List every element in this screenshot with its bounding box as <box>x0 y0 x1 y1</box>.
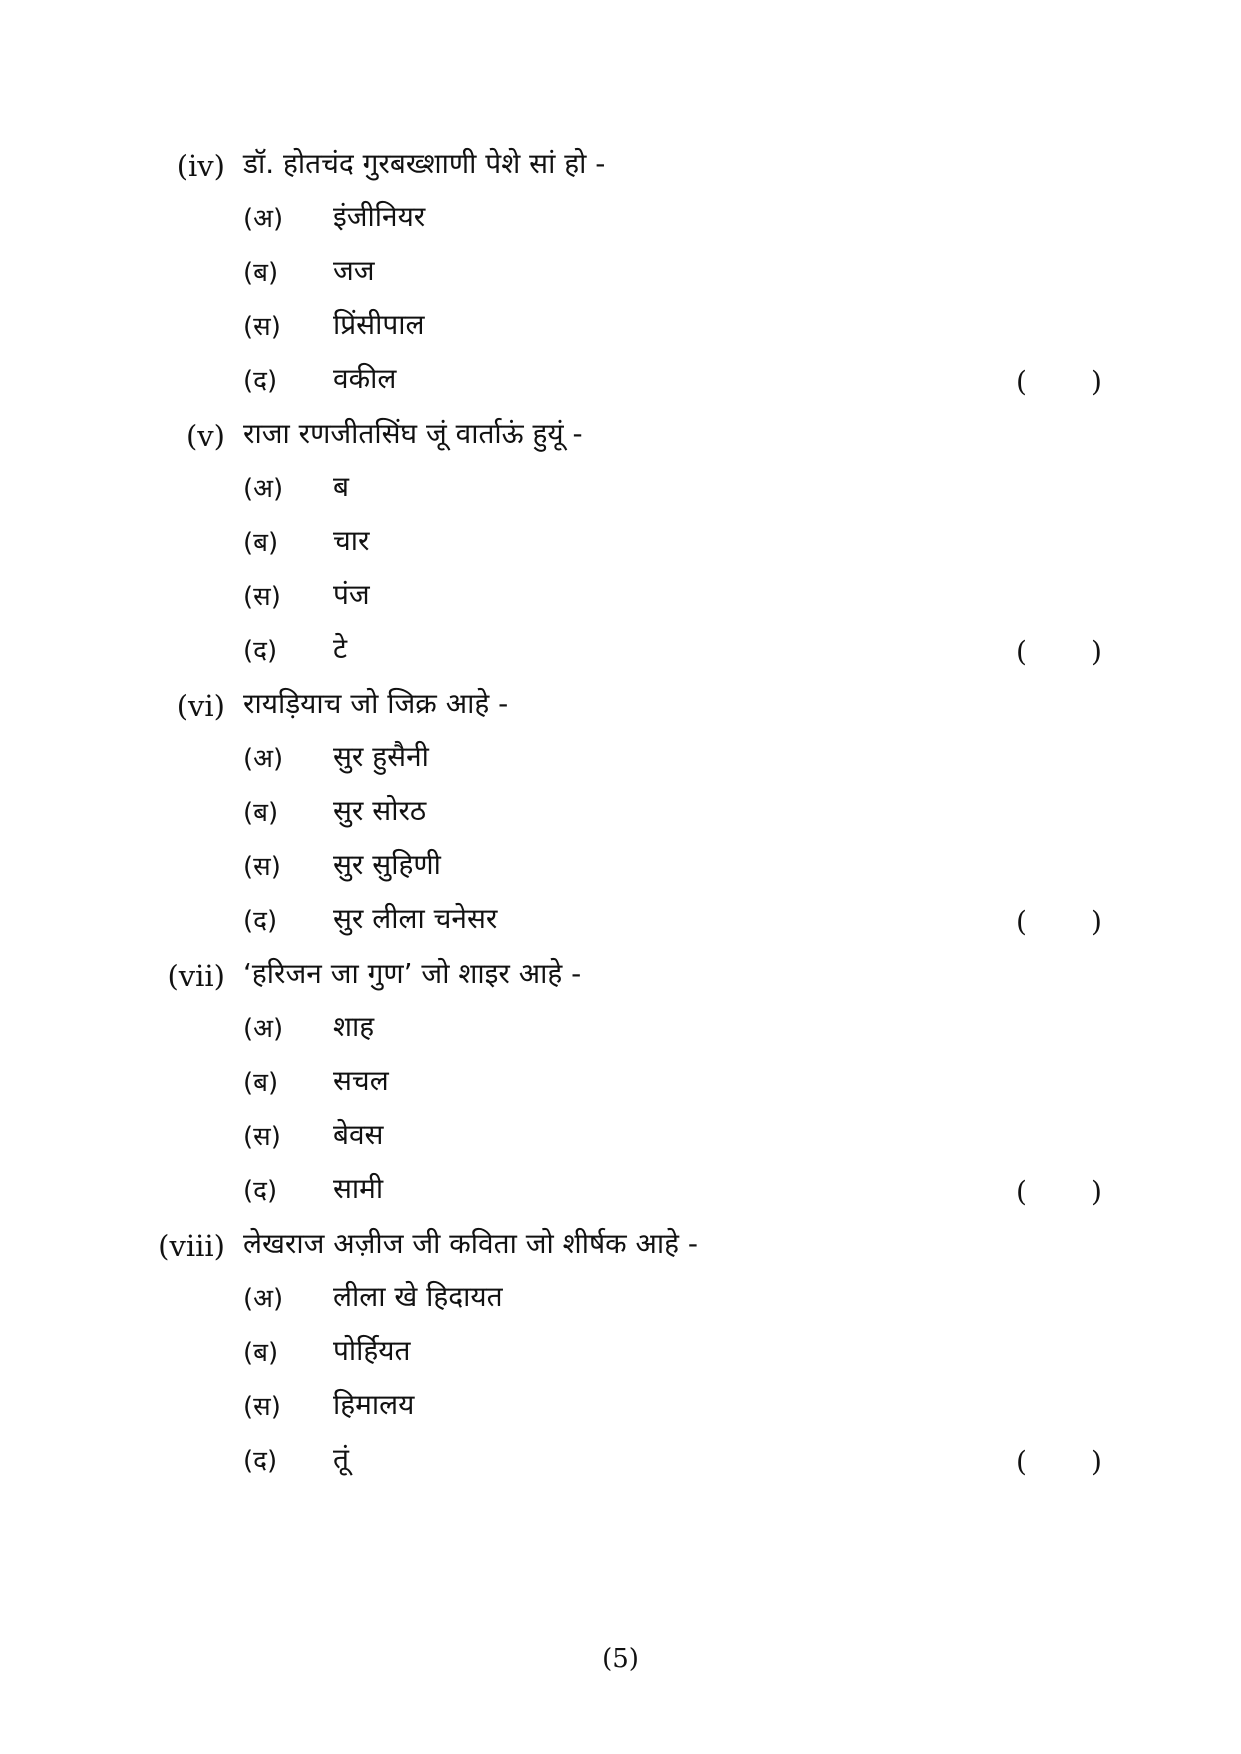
option-label: (अ) <box>243 744 284 774</box>
option-text: सामी <box>333 1172 384 1205</box>
option-text: टे <box>333 632 348 665</box>
question-number: (vi) <box>176 689 225 723</box>
answer-bracket-close: ) <box>1091 1175 1102 1208</box>
option-text: पोर्हियत <box>333 1334 411 1367</box>
option-text: लीला खे हिदायत <box>333 1280 503 1313</box>
question-text: रायड़ियाच जो जिक्र आहे - <box>243 687 509 720</box>
option-label: (द) <box>243 1446 278 1476</box>
option-label: (अ) <box>243 474 284 504</box>
question-number: (iv) <box>176 149 225 183</box>
option-label: (ब) <box>243 528 279 558</box>
question-number: (v) <box>185 419 225 453</box>
answer-bracket-close: ) <box>1091 365 1102 398</box>
option-label: (अ) <box>243 204 284 234</box>
option-label: (स) <box>243 1392 281 1422</box>
page-number: (5) <box>602 1644 639 1674</box>
option-text: हिमालय <box>333 1388 415 1421</box>
answer-bracket-close: ) <box>1091 1445 1102 1478</box>
option-label: (द) <box>243 906 278 936</box>
answer-bracket-open: ( <box>1016 1445 1027 1478</box>
option-label: (ब) <box>243 1338 279 1368</box>
answer-bracket-close: ) <box>1091 635 1102 668</box>
option-text: वकील <box>333 362 397 395</box>
option-label: (द) <box>243 1176 278 1206</box>
option-text: सुर लीला चनेसर <box>333 902 498 935</box>
option-text: इंजीनियर <box>333 200 426 233</box>
option-text: पंज <box>333 578 370 611</box>
answer-bracket-close: ) <box>1091 905 1102 938</box>
option-text: प्रिंसीपाल <box>333 308 425 341</box>
answer-bracket-open: ( <box>1016 1175 1027 1208</box>
option-label: (स) <box>243 312 281 342</box>
question-number: (vii) <box>167 959 225 993</box>
question-text: ‘हरिजन जा गुण’ जो शाइर आहे - <box>243 957 582 990</box>
question-number: (viii) <box>158 1229 225 1263</box>
option-text: सचल <box>333 1064 389 1097</box>
option-label: (स) <box>243 582 281 612</box>
option-text: सुर हुसैनी <box>333 740 429 773</box>
answer-bracket-open: ( <box>1016 905 1027 938</box>
option-text: चार <box>333 524 370 557</box>
option-text: सुर सोरठ <box>333 794 427 827</box>
question-text: डॉ. होतचंद गुरबख्शाणी पेशे सां हो - <box>243 147 606 180</box>
question-text: लेखराज अज़ीज जी कविता जो शीर्षक आहे - <box>243 1227 699 1260</box>
option-text: जज <box>333 254 375 287</box>
option-text: तूं <box>333 1442 349 1475</box>
option-text: शाह <box>333 1010 375 1043</box>
option-label: (द) <box>243 366 278 396</box>
option-label: (ब) <box>243 1068 279 1098</box>
option-label: (स) <box>243 1122 281 1152</box>
option-label: (ब) <box>243 258 279 288</box>
option-label: (द) <box>243 636 278 666</box>
question-text: राजा रणजीतसिंघ जूं वार्ताऊं हुयूं - <box>243 417 583 450</box>
option-text: सुर सुहिणी <box>333 848 441 881</box>
option-label: (अ) <box>243 1284 284 1314</box>
answer-bracket-open: ( <box>1016 635 1027 668</box>
option-label: (अ) <box>243 1014 284 1044</box>
answer-bracket-open: ( <box>1016 365 1027 398</box>
option-text: ब <box>333 470 349 503</box>
option-text: बेवस <box>333 1118 384 1151</box>
option-label: (ब) <box>243 798 279 828</box>
option-label: (स) <box>243 852 281 882</box>
